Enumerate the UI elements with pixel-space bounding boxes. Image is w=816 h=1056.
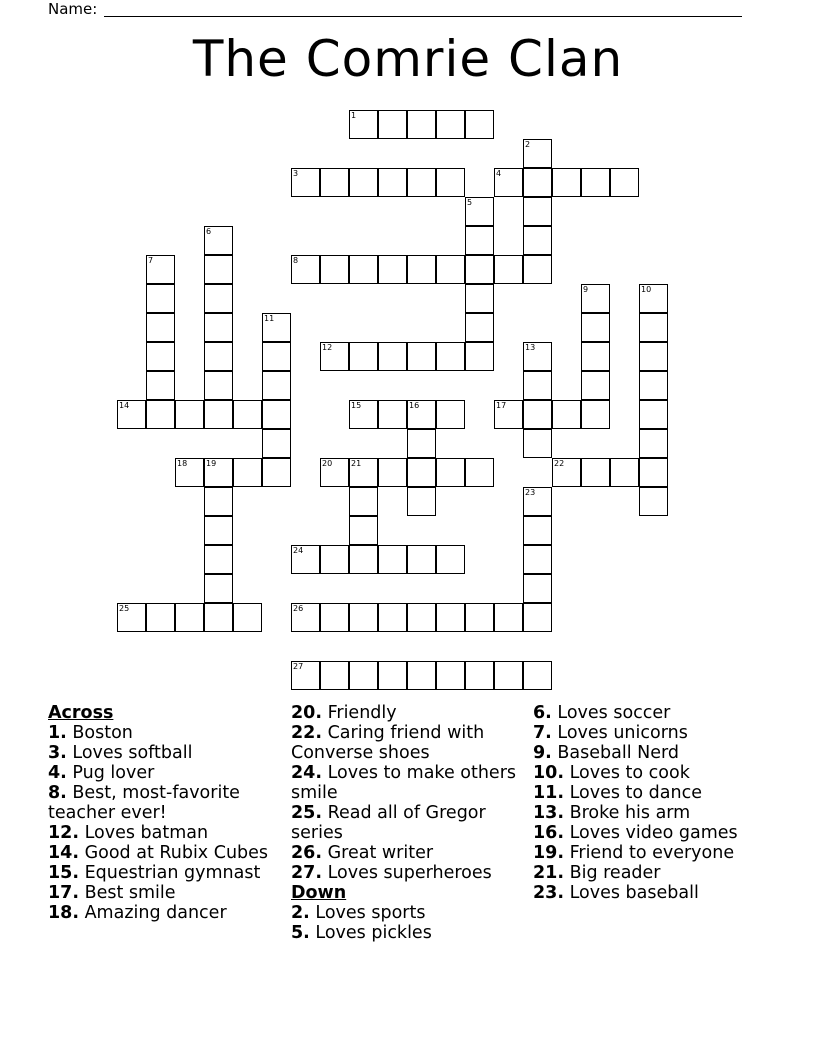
clue-text: Amazing dancer [79, 903, 227, 923]
clue [291, 843, 523, 863]
grid-cell[interactable] [146, 371, 175, 400]
grid-cell[interactable] [146, 342, 175, 371]
grid-cell[interactable] [349, 342, 378, 371]
grid-cell[interactable] [204, 284, 233, 313]
cell-number: 26 [293, 604, 304, 613]
grid-cell[interactable] [523, 255, 552, 284]
clue [291, 863, 523, 883]
clue [48, 783, 276, 823]
cell-number: 19 [206, 459, 217, 468]
grid-cell[interactable] [320, 661, 349, 690]
grid-cell[interactable] [204, 487, 233, 516]
clue-number: 20. [291, 703, 323, 723]
clue-text: Best smile [79, 883, 176, 903]
grid-cell[interactable] [407, 255, 436, 284]
clue-number: 2. [291, 903, 310, 923]
grid-cell[interactable] [378, 400, 407, 429]
clue [48, 743, 276, 763]
clue [291, 803, 523, 843]
grid-cell[interactable] [552, 168, 581, 197]
cell-number: 7 [148, 256, 154, 265]
grid-cell[interactable] [465, 342, 494, 371]
cell-number: 6 [206, 227, 212, 236]
cell-number: 11 [264, 314, 275, 323]
clue [48, 903, 276, 923]
grid-cell[interactable] [523, 603, 552, 632]
clue-text: Loves baseball [564, 883, 699, 903]
grid-cell[interactable] [639, 313, 668, 342]
grid-cell[interactable] [407, 603, 436, 632]
clue [291, 763, 523, 803]
clue [291, 723, 523, 763]
grid-cell[interactable] [262, 458, 291, 487]
grid-cell[interactable] [523, 545, 552, 574]
clue-number: 6. [533, 703, 552, 723]
clue-number: 24. [291, 763, 323, 783]
grid-cell[interactable] [146, 255, 175, 284]
grid-cell[interactable] [407, 458, 436, 487]
grid-cell[interactable] [523, 487, 552, 516]
cell-number: 5 [467, 198, 473, 207]
clue-number: 15. [48, 863, 80, 883]
grid-cell[interactable] [204, 226, 233, 255]
grid-cell[interactable] [494, 400, 523, 429]
clue [291, 923, 523, 943]
clue-number: 10. [533, 763, 565, 783]
grid-cell[interactable] [494, 661, 523, 690]
clue-number: 12. [48, 823, 80, 843]
grid-cell[interactable] [407, 110, 436, 139]
cell-number: 21 [351, 459, 362, 468]
clue [48, 763, 276, 783]
name-label: Name: [48, 0, 98, 18]
grid-cell[interactable] [349, 458, 378, 487]
cell-number: 16 [409, 401, 420, 410]
clue-column-1 [48, 703, 276, 923]
grid-cell[interactable] [581, 284, 610, 313]
grid-cell[interactable] [436, 255, 465, 284]
clue-text: Loves pickles [309, 923, 432, 943]
grid-cell[interactable] [523, 139, 552, 168]
grid-cell[interactable] [581, 342, 610, 371]
clue-text: Pug lover [66, 763, 155, 783]
clue-text: Friend to everyone [564, 843, 735, 863]
clue [533, 703, 803, 723]
grid-cell[interactable] [233, 400, 262, 429]
grid-cell[interactable] [233, 603, 262, 632]
grid-cell[interactable] [291, 168, 320, 197]
cell-number: 13 [525, 343, 536, 352]
grid-cell[interactable] [552, 458, 581, 487]
cell-number: 23 [525, 488, 536, 497]
grid-cell[interactable] [291, 545, 320, 574]
grid-cell[interactable] [436, 342, 465, 371]
grid-cell[interactable] [465, 458, 494, 487]
grid-cell[interactable] [320, 458, 349, 487]
grid-cell[interactable] [204, 400, 233, 429]
grid-cell[interactable] [494, 168, 523, 197]
grid-cell[interactable] [349, 487, 378, 516]
grid-cell[interactable] [320, 255, 349, 284]
grid-cell[interactable] [349, 110, 378, 139]
grid-cell[interactable] [639, 400, 668, 429]
grid-cell[interactable] [349, 400, 378, 429]
clue-text: Caring friend with Converse shoes [291, 723, 485, 763]
grid-cell[interactable] [320, 545, 349, 574]
grid-cell[interactable] [494, 603, 523, 632]
grid-cell[interactable] [378, 545, 407, 574]
down-heading: Down [291, 883, 347, 903]
clue-column-2 [291, 703, 523, 943]
grid-cell[interactable] [465, 110, 494, 139]
grid-cell[interactable] [349, 516, 378, 545]
cell-number: 15 [351, 401, 362, 410]
cell-number: 25 [119, 604, 130, 613]
clue-number: 26. [291, 843, 323, 863]
clue-number: 11. [533, 783, 565, 803]
clue-number: 13. [533, 803, 565, 823]
grid-cell[interactable] [320, 342, 349, 371]
cell-number: 10 [641, 285, 652, 294]
grid-cell[interactable] [407, 429, 436, 458]
grid-cell[interactable] [349, 168, 378, 197]
grid-cell[interactable] [378, 458, 407, 487]
grid-cell[interactable] [581, 400, 610, 429]
grid-cell[interactable] [146, 313, 175, 342]
grid-cell[interactable] [262, 429, 291, 458]
grid-cell[interactable] [407, 400, 436, 429]
grid-cell[interactable] [436, 110, 465, 139]
across-heading: Across [48, 703, 114, 723]
grid-cell[interactable] [610, 458, 639, 487]
clue-number: 17. [48, 883, 80, 903]
clue-text: Friendly [322, 703, 397, 723]
clue [533, 883, 803, 903]
grid-cell[interactable] [639, 371, 668, 400]
grid-cell[interactable] [610, 168, 639, 197]
grid-cell[interactable] [262, 371, 291, 400]
grid-cell[interactable] [436, 661, 465, 690]
clue-number: 25. [291, 803, 323, 823]
grid-cell[interactable] [349, 661, 378, 690]
grid-cell[interactable] [291, 603, 320, 632]
clue-text: Loves soccer [551, 703, 671, 723]
grid-cell[interactable] [204, 313, 233, 342]
grid-cell[interactable] [349, 545, 378, 574]
grid-cell[interactable] [436, 603, 465, 632]
clue-text: Loves sports [309, 903, 426, 923]
cell-number: 3 [293, 169, 299, 178]
grid-cell[interactable] [436, 168, 465, 197]
clue-text: Big reader [564, 863, 661, 883]
grid-cell[interactable] [204, 574, 233, 603]
clue-number: 23. [533, 883, 565, 903]
grid-cell[interactable] [639, 284, 668, 313]
clue-text: Read all of Gregor series [291, 803, 486, 843]
clue [533, 763, 803, 783]
grid-cell[interactable] [523, 574, 552, 603]
grid-cell[interactable] [523, 516, 552, 545]
grid-cell[interactable] [523, 400, 552, 429]
clue [533, 843, 803, 863]
grid-cell[interactable] [349, 255, 378, 284]
clue [533, 803, 803, 823]
grid-cell[interactable] [204, 371, 233, 400]
grid-cell[interactable] [204, 458, 233, 487]
grid-cell[interactable] [320, 168, 349, 197]
clue-number: 21. [533, 863, 565, 883]
grid-cell[interactable] [523, 197, 552, 226]
grid-cell[interactable] [262, 313, 291, 342]
clue [533, 723, 803, 743]
clue-text: Great writer [322, 843, 434, 863]
grid-cell[interactable] [523, 342, 552, 371]
clue-number: 9. [533, 743, 552, 763]
grid-cell[interactable] [262, 400, 291, 429]
clue-number: 1. [48, 723, 67, 743]
clue-text: Equestrian gymnast [79, 863, 261, 883]
grid-cell[interactable] [523, 226, 552, 255]
grid-cell[interactable] [581, 168, 610, 197]
grid-cell[interactable] [262, 342, 291, 371]
grid-cell[interactable] [436, 458, 465, 487]
grid-cell[interactable] [175, 400, 204, 429]
clue-text: Loves to make others smile [291, 763, 517, 803]
clue-text: Loves to dance [564, 783, 702, 803]
grid-cell[interactable] [378, 661, 407, 690]
grid-cell[interactable] [117, 400, 146, 429]
clue [48, 883, 276, 903]
grid-cell[interactable] [407, 342, 436, 371]
grid-cell[interactable] [378, 110, 407, 139]
grid-cell[interactable] [407, 487, 436, 516]
cell-number: 17 [496, 401, 507, 410]
grid-cell[interactable] [204, 603, 233, 632]
grid-cell[interactable] [291, 661, 320, 690]
grid-cell[interactable] [465, 313, 494, 342]
cell-number: 2 [525, 140, 531, 149]
grid-cell[interactable] [465, 255, 494, 284]
clue-number: 3. [48, 743, 67, 763]
grid-cell[interactable] [204, 516, 233, 545]
grid-cell[interactable] [465, 197, 494, 226]
clue [291, 903, 523, 923]
grid-cell[interactable] [465, 284, 494, 313]
grid-cell[interactable] [639, 458, 668, 487]
cell-number: 18 [177, 459, 188, 468]
grid-cell[interactable] [581, 371, 610, 400]
clue-text: Loves batman [79, 823, 209, 843]
page-title: The Comrie Clan [192, 30, 624, 88]
grid-cell[interactable] [146, 603, 175, 632]
grid-cell[interactable] [175, 603, 204, 632]
clue-text: Loves video games [564, 823, 738, 843]
grid-cell[interactable] [552, 400, 581, 429]
grid-cell[interactable] [204, 342, 233, 371]
clue-text: Boston [66, 723, 133, 743]
grid-cell[interactable] [378, 255, 407, 284]
clue-number: 7. [533, 723, 552, 743]
grid-cell[interactable] [117, 603, 146, 632]
clue-number: 18. [48, 903, 80, 923]
cell-number: 9 [583, 285, 589, 294]
grid-cell[interactable] [204, 255, 233, 284]
grid-cell[interactable] [378, 603, 407, 632]
cell-number: 22 [554, 459, 565, 468]
cell-number: 12 [322, 343, 333, 352]
clue [48, 843, 276, 863]
grid-cell[interactable] [146, 284, 175, 313]
clue-text: Broke his arm [564, 803, 691, 823]
clue-text: Loves softball [66, 743, 193, 763]
grid-cell[interactable] [465, 661, 494, 690]
grid-cell[interactable] [378, 342, 407, 371]
cell-number: 20 [322, 459, 333, 468]
grid-cell[interactable] [639, 487, 668, 516]
grid-cell[interactable] [233, 458, 262, 487]
cell-number: 27 [293, 662, 304, 671]
grid-cell[interactable] [291, 255, 320, 284]
grid-cell[interactable] [523, 371, 552, 400]
grid-cell[interactable] [407, 545, 436, 574]
grid-cell[interactable] [581, 458, 610, 487]
grid-cell[interactable] [175, 458, 204, 487]
grid-cell[interactable] [204, 545, 233, 574]
clue-text: Loves unicorns [551, 723, 688, 743]
clue-text: Best, most-favorite teacher ever! [48, 783, 240, 823]
grid-cell[interactable] [465, 226, 494, 255]
clue [48, 823, 276, 843]
clue-number: 5. [291, 923, 310, 943]
clue-number: 16. [533, 823, 565, 843]
cell-number: 14 [119, 401, 130, 410]
grid-cell[interactable] [407, 168, 436, 197]
clue-text: Loves to cook [564, 763, 690, 783]
grid-cell[interactable] [639, 342, 668, 371]
grid-cell[interactable] [523, 168, 552, 197]
cell-number: 8 [293, 256, 299, 265]
clue-number: 22. [291, 723, 323, 743]
grid-cell[interactable] [378, 168, 407, 197]
clue-number: 14. [48, 843, 80, 863]
clue [533, 743, 803, 763]
grid-cell[interactable] [523, 429, 552, 458]
clue-text: Baseball Nerd [551, 743, 679, 763]
grid-cell[interactable] [581, 313, 610, 342]
clue-number: 4. [48, 763, 67, 783]
clue-text: Loves superheroes [322, 863, 492, 883]
clue [48, 863, 276, 883]
grid-cell[interactable] [436, 400, 465, 429]
cell-number: 1 [351, 111, 357, 120]
clue-number: 8. [48, 783, 67, 803]
clue-column-3 [533, 703, 803, 903]
clue [533, 863, 803, 883]
grid-cell[interactable] [436, 545, 465, 574]
clue-text: Good at Rubix Cubes [79, 843, 269, 863]
clue [291, 703, 523, 723]
clue-number: 27. [291, 863, 323, 883]
grid-cell[interactable] [407, 661, 436, 690]
clue [48, 723, 276, 743]
clue-number: 19. [533, 843, 565, 863]
cell-number: 4 [496, 169, 502, 178]
grid-cell[interactable] [465, 603, 494, 632]
clue [533, 823, 803, 843]
clue [533, 783, 803, 803]
grid-cell[interactable] [349, 603, 378, 632]
grid-cell[interactable] [523, 661, 552, 690]
grid-cell[interactable] [146, 400, 175, 429]
cell-number: 24 [293, 546, 304, 555]
grid-cell[interactable] [639, 429, 668, 458]
grid-cell[interactable] [494, 255, 523, 284]
grid-cell[interactable] [320, 603, 349, 632]
